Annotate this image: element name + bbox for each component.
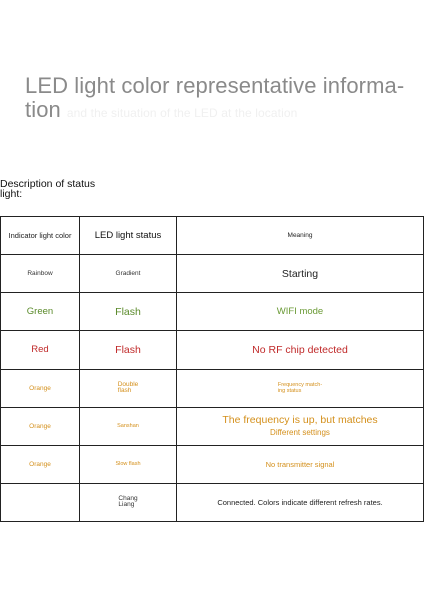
status-stack (118, 382, 139, 395)
cell-color: Rainbow (1, 255, 80, 293)
title-line-1: LED light color representative informa- (25, 73, 405, 98)
description-line-1: Description of status (0, 178, 96, 190)
header-indicator-color: Indicator light color (1, 217, 80, 255)
cell-color: Orange (1, 407, 80, 445)
meaning-line-1: Frequency match- (277, 381, 323, 388)
cell-color: Red (1, 331, 80, 369)
cell-status: Sanshan (80, 407, 177, 445)
cell-meaning: No transmitter signal (177, 445, 424, 483)
cell-meaning: No RF chip detected (177, 331, 424, 369)
cell-color: Orange (1, 445, 80, 483)
status-line-2: flash (117, 387, 132, 395)
table-row (1, 445, 424, 483)
cell-meaning (177, 407, 424, 445)
status-description (0, 179, 110, 199)
cell-color: Orange (1, 369, 80, 407)
status-line-2: Liang (118, 501, 135, 509)
cell-meaning: Starting (177, 255, 424, 293)
table-row (1, 369, 424, 407)
cell-status (80, 369, 177, 407)
cell-status: Slow flash (80, 445, 177, 483)
cell-meaning: WIFI mode (177, 293, 424, 331)
table-row (1, 407, 424, 445)
cell-meaning: Connected. Colors indicate different refresh rates. (177, 483, 424, 521)
page-title (25, 74, 415, 125)
description-line-2: light: (0, 188, 23, 200)
meaning-line-2: ing status (277, 388, 302, 395)
title-line-2-text: tion (25, 97, 61, 122)
meaning-line-1: The frequency is up, but matches (222, 413, 378, 426)
cell-status (80, 483, 177, 521)
title-line-2 (25, 98, 415, 125)
header-led-status: LED light status (80, 217, 177, 255)
table-row (1, 255, 424, 293)
status-line-1: Double (117, 380, 139, 388)
meaning-line-2: Different settings (270, 427, 330, 437)
cell-color: Green (1, 293, 80, 331)
status-table (0, 216, 424, 522)
table-row (1, 483, 424, 521)
cell-color (1, 483, 80, 521)
title-faint-text: and the situation of the LED at the location (66, 106, 298, 120)
table-row (1, 331, 424, 369)
table-header-row (1, 217, 424, 255)
cell-status: Gradient (80, 255, 177, 293)
table-row (1, 293, 424, 331)
cell-meaning (177, 369, 424, 407)
status-stack (118, 496, 137, 509)
header-meaning: Meaning (177, 217, 424, 255)
cell-status: Flash (80, 293, 177, 331)
status-line-1: Chang (118, 494, 138, 502)
meaning-stack (278, 382, 322, 395)
cell-status: Flash (80, 331, 177, 369)
